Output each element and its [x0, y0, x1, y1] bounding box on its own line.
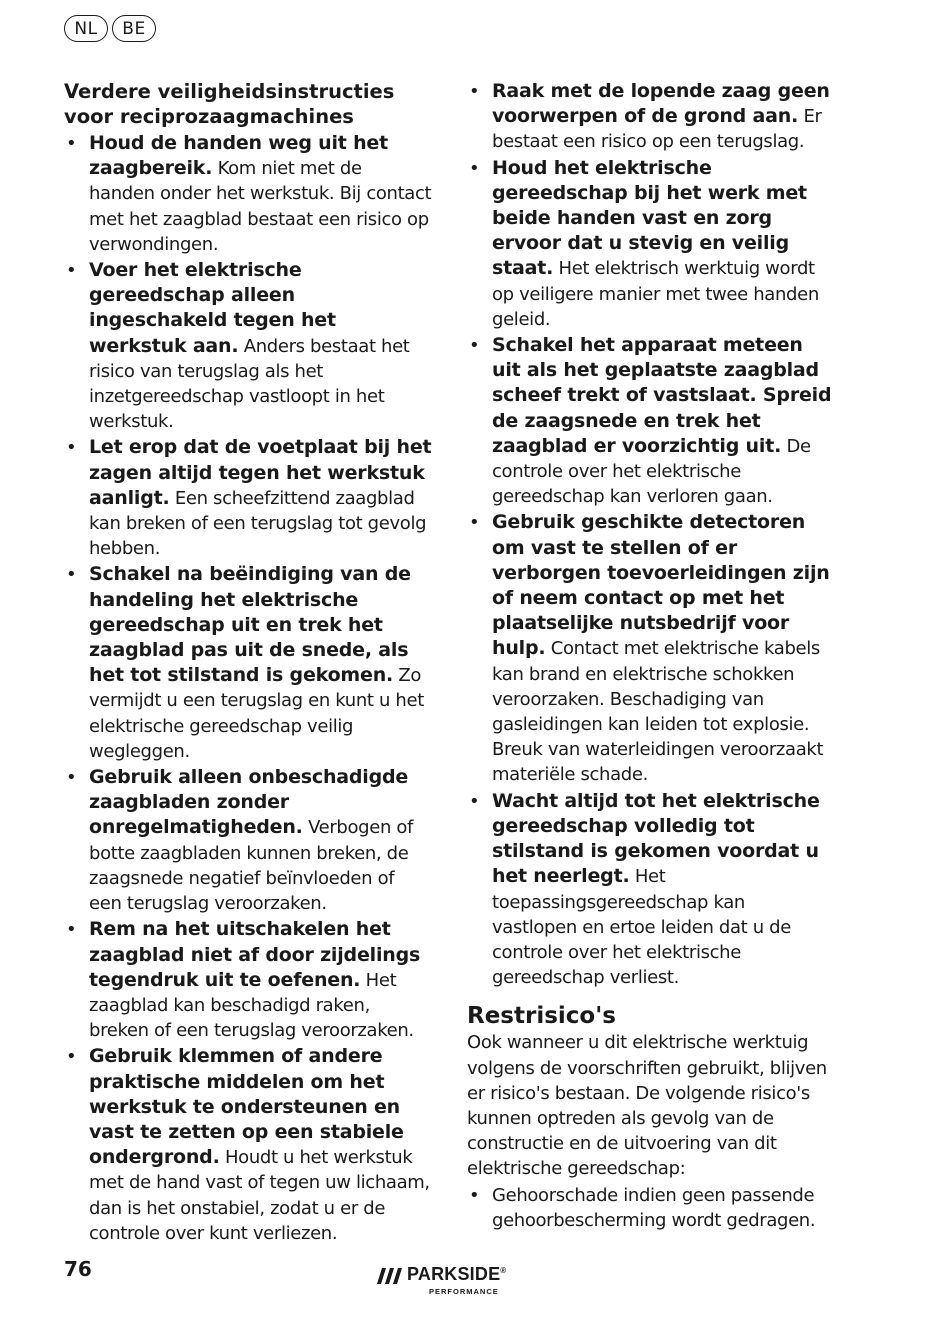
instruction-bold: Schakel het apparaat meteen uit als het geplaatste zaagblad scheef trekt of vastslaat. Spreid de zaagsnede en trek het zaagblad er voorzichtig uit. [492, 334, 832, 457]
instruction-text: Het elektrisch werktuig wordt op veiligere manier met twee handen geleid. [492, 258, 819, 330]
instruction-bold: Rem na het uitschakelen het zaagblad niet af door zijdelings tegendruk uit te oefenen. [89, 918, 421, 991]
instruction-text: Houdt u het werkstuk met de hand vast of tegen uw lichaam, dan is het onstabiel, zodat u er de controle over kunt verliezen. [89, 1147, 430, 1244]
right-column [467, 79, 835, 1234]
instruction-item [64, 917, 432, 1043]
instruction-text: Een scheefzittend zaagblad kan breken of een terugslag tot gevolg hebben. [89, 487, 427, 560]
instruction-bold: Gebruik alleen onbeschadigde zaagbladen zonder onregelmatigheden. [89, 766, 409, 839]
instruction-bold: Schakel na beëindiging van de handeling het elektrische gereedschap uit en trek het zaagblad pas uit de snede, als het tot stilstand is gekomen. [89, 563, 411, 687]
instruction-text: Contact met elektrische kabels kan brand en elektrische schokken veroorzaken. Beschadiging van gasleidingen kan leiden tot explosie. Breuk van waterleidingen veroorzaakt materiële schade. [492, 638, 824, 786]
brand-name [407, 1264, 506, 1285]
restrisico-list [467, 1183, 835, 1233]
instruction-item [64, 1044, 432, 1246]
instruction-item [64, 435, 432, 561]
language-badge-nl: NL [64, 15, 108, 42]
restrisico-item-text: Gehoorschade indien geen passende gehoorbescherming wordt gedragen. [492, 1184, 816, 1231]
instruction-bold: Raak met de lopende zaag geen voorwerpen of de grond aan. [492, 80, 830, 128]
instruction-bold: Gebruik geschikte detectoren om vast te stellen of er verborgen toevoerleidingen zijn of neem contact op met het plaatselijke nutsbedrijf voor hulp. [492, 511, 830, 660]
instruction-item [64, 131, 432, 257]
instruction-bold: Let erop dat de voetplaat bij het zagen altijd tegen het werkstuk aanligt. [89, 436, 432, 509]
instruction-text: De controle over het elektrische gereedschap kan verloren gaan. [492, 435, 811, 508]
instruction-item [467, 156, 835, 332]
registered-mark: ® [500, 1266, 507, 1275]
instruction-bold: Wacht altijd tot het elektrische gereedschap volledig tot stilstand is gekomen voordat u het neerlegt. [492, 789, 820, 888]
left-column [64, 79, 432, 1247]
page-number: 76 [64, 1257, 92, 1281]
instruction-text: Zo vermijdt u een terugslag en kunt u het elektrische gereedschap veilig wegleggen. [89, 665, 424, 762]
parkside-logo [377, 1262, 527, 1302]
restrisico-item [467, 1183, 835, 1233]
right-instruction-list [467, 79, 835, 990]
restrisico-heading: Restrisico's [467, 1003, 616, 1030]
instruction-item [64, 562, 432, 764]
instruction-item [64, 765, 432, 916]
instruction-bold: Gebruik klemmen of andere praktische middelen om het werkstuk te ondersteunen en vast te zetten op een stabiele ondergrond. [89, 1045, 404, 1169]
instruction-text: Verbogen of botte zaagbladen kunnen breken, de zaagsnede negatief beïnvloeden of een terugslag veroorzaken. [89, 817, 414, 915]
restrisico-intro: Ook wanneer u dit elektrische werktuig volgens de voorschriften gebruikt, blijven er risico's bestaan. De volgende risico's kunnen optreden als gevolg van de constructie en de uitvoering van dit elektrische gereedschap: [467, 1032, 827, 1180]
instruction-item [467, 79, 835, 155]
instruction-item [467, 510, 835, 787]
instruction-bold: Houd de handen weg uit het zaagbereik. [89, 132, 388, 180]
instruction-text: Het toepassingsgereedschap kan vastlopen en ertoe leiden dat u de controle over het elektrische gereedschap verliest. [492, 866, 791, 989]
instruction-item [467, 333, 835, 509]
section-heading: Verdere veiligheidsinstructies voor reciprozaagmachines [64, 80, 395, 128]
instruction-text: Anders bestaat het risico van terugslag als het inzetgereedschap vastloopt in het werkstuk. [89, 335, 410, 433]
instruction-text: Het zaagblad kan beschadigd raken, breken of een terugslag veroorzaken. [89, 969, 414, 1042]
parkside-stripes-icon [377, 1268, 403, 1284]
instruction-bold: Voer het elektrische gereedschap alleen ingeschakeld tegen het werkstuk aan. [89, 259, 336, 357]
left-instruction-list [64, 131, 432, 1246]
brand-subline: PERFORMANCE [429, 1287, 499, 1296]
instruction-bold: Houd het elektrische gereedschap bij het werk met beide handen vast en zorg ervoor dat u stevig en veilig staat. [492, 156, 807, 280]
language-badge-be: BE [112, 15, 156, 42]
language-badges [64, 15, 156, 42]
brand-text: PARKSIDE [407, 1264, 501, 1284]
instruction-text: Er bestaat een risico op een terugslag. [492, 106, 822, 153]
instruction-text: Kom niet met de handen onder het werkstuk. Bij contact met het zaagblad bestaat een risico op verwondingen. [89, 158, 432, 255]
instruction-item [467, 789, 835, 991]
instruction-item [64, 258, 432, 434]
